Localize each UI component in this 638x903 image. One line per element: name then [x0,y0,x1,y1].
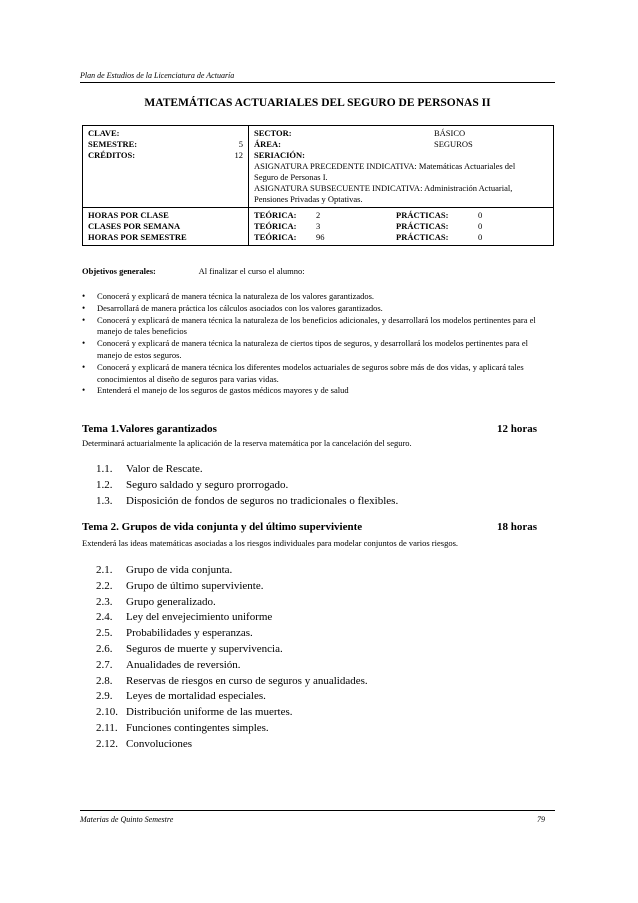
teorica-value: 3 [316,221,321,231]
subtopic-number: 2.2. [96,579,113,592]
semestre-label: SEMESTRE: [88,139,138,149]
area-row [254,139,548,150]
tema2-heading [82,521,537,533]
semestre-row [88,139,243,150]
teorica-value: 96 [316,232,325,242]
seriacion-label: SERIACIÓN: [254,150,306,160]
info-right-cell [249,126,554,208]
subtopic-text: Seguro saldado y seguro prorrogado. [126,478,289,491]
hours-row [254,232,548,243]
subtopic-item [96,642,368,658]
hours-label: HORAS POR SEMESTRE [88,232,187,242]
subtopic-number: 2.1. [96,564,113,576]
practicas-label: PRÁCTICAS: [396,221,449,231]
subtopic-text: Ley del envejecimiento uniforme [126,611,273,624]
subtopic-number: 2.3. [96,595,113,608]
objective-item: • Conocerá y explicará de manera técnica la naturaleza de ciertos tipos de seguros, y desarrollará los modelos pertinentes para el manejo de estos seguros. [82,338,552,362]
subtopic-item [96,579,368,595]
subtopic-text: Leyes de mortalidad especiales. [126,690,266,703]
subtopic-item [96,737,368,753]
teorica-label: TEÓRICA: [254,232,297,242]
seriacion-line3: ASIGNATURA SUBSECUENTE INDICATIVA: Administración Actuarial, [254,183,513,193]
subtopic-item [96,626,368,642]
subtopic-item [96,462,398,478]
page-footer [80,815,545,824]
tema2-title: Tema 2. Grupos de vida conjunta y del último superviviente [82,521,363,533]
subtopic-text: Probabilidades y esperanzas. [126,627,253,640]
subtopic-number: 2.12. [96,737,118,750]
subtopic-text: Disposición de fondos de seguros no tradicionales o flexibles. [126,494,399,507]
objective-item: • Desarrollará de manera práctica los cálculos asociados con los valores garantizados. [82,303,552,315]
sector-label: SECTOR: [254,128,292,138]
subtopic-number: 2.5. [96,627,113,640]
subtopic-item [96,563,368,579]
course-info-table [82,125,554,246]
subtopic-item [96,595,368,611]
seriacion-line2: Seguro de Personas I. [254,172,328,182]
subtopic-number: 1.3. [96,494,113,507]
objectives-label: Objetivos generales: [82,266,156,276]
subtopic-text: Convoluciones [126,737,192,750]
header-rule [80,82,555,83]
practicas-label: PRÁCTICAS: [396,210,449,220]
practicas-value: 0 [478,210,483,220]
footer-text: Materias de Quinto Semestre [80,815,174,824]
semestre-value: 5 [238,139,243,149]
subtopic-text: Grupo generalizado. [126,595,216,608]
seriacion-line4: Pensiones Privadas y Optativas. [254,194,363,204]
tema1-hours: 12 horas [496,423,537,435]
tema2-hours: 18 horas [496,521,537,533]
subtopic-number: 1.1. [96,463,113,475]
subtopic-item [96,705,368,721]
teorica-value: 2 [316,210,321,220]
practicas-value: 0 [478,221,483,231]
subtopic-number: 1.2. [96,478,113,491]
subtopic-number: 2.6. [96,642,113,655]
area-value: SEGUROS [434,139,473,149]
subtopic-text: Grupo de último superviviente. [126,579,264,592]
subtopic-number: 2.4. [96,611,113,624]
creditos-row [88,150,243,161]
tema1-subtopics [96,462,398,509]
clave-label: CLAVE: [88,128,120,138]
hours-row [254,210,548,221]
subtopic-item [96,674,368,690]
subtopic-number: 2.8. [96,674,113,687]
tema2-description: Extenderá las ideas matemáticas asociadas a los riesgos individuales para modelar conjuntos de varios riesgos. [82,538,459,548]
subtopic-text: Funciones contingentes simples. [126,721,269,734]
subtopic-text: Valor de Rescate. [126,463,203,475]
tema1-description: Determinará actuarialmente la aplicación de la reserva matemática por la cancelación del seguro. [82,438,412,448]
creditos-label: CRÉDITOS: [88,150,136,160]
subtopic-text: Grupo de vida conjunta. [126,564,233,576]
subtopic-item [96,658,368,674]
footer-rule [80,810,555,811]
teorica-label: TEÓRICA: [254,210,297,220]
objective-item: • Entenderá el manejo de los seguros de gastos médicos mayores y de salud [82,385,552,397]
subtopic-item [96,721,368,737]
subtopic-number: 2.11. [96,721,118,734]
hours-values-cell [249,208,554,246]
hours-labels-cell [83,208,249,246]
tema2-subtopics [96,563,368,753]
subtopic-item [96,689,368,705]
subtopic-text: Reservas de riesgos en curso de seguros y anualidades. [126,674,368,687]
creditos-value: 12 [234,150,243,160]
info-left-cell [83,126,249,208]
seriacion-line1: ASIGNATURA PRECEDENTE INDICATIVA: Matemáticas Actuariales del [254,161,516,171]
tema1-heading [82,423,537,435]
subtopic-number: 2.10. [96,706,118,719]
practicas-label: PRÁCTICAS: [396,232,449,242]
sector-row [254,128,548,139]
subtopic-number: 2.9. [96,690,113,703]
hours-row [254,221,548,232]
objective-item: • Conocerá y explicará de manera técnica la naturaleza de los valores garantizados. [82,291,552,303]
subtopic-text: Distribución uniforme de las muertes. [126,706,293,719]
subtopic-text: Anualidades de reversión. [126,658,241,671]
objectives-intro: Al finalizar el curso el alumno: [198,266,305,276]
objectives-list [82,291,552,397]
teorica-label: TEÓRICA: [254,221,297,231]
tema1-title: Tema 1.Valores garantizados [82,423,217,435]
course-title: MATEMÁTICAS ACTUARIALES DEL SEGURO DE PERSONAS II [144,97,491,109]
running-header: Plan de Estudios de la Licenciatura de Actuaría [80,71,235,80]
hours-label: HORAS POR CLASE [88,210,169,220]
subtopic-item [96,478,398,494]
subtopic-item [96,610,368,626]
hours-label: CLASES POR SEMANA [88,221,181,231]
practicas-value: 0 [478,232,483,242]
objective-item: • Conocerá y explicará de manera técnica los diferentes modelos actuariales de seguros sobre más de dos vidas, y aplicará tales conocimientos al diseño de seguros para varias vidas. [82,362,552,386]
objective-item: • Conocerá y explicará de manera técnica la naturaleza de los beneficios adicionales, y desarrollará los modelos pertinentes para el manejo de tales beneficios [82,315,552,339]
area-label: ÁREA: [254,139,281,149]
sector-value: BÁSICO [434,128,466,138]
subtopic-number: 2.7. [96,658,113,671]
objectives-heading [82,266,305,276]
subtopic-item [96,494,398,510]
page-number: 79 [537,815,545,824]
subtopic-text: Seguros de muerte y supervivencia. [126,642,283,655]
